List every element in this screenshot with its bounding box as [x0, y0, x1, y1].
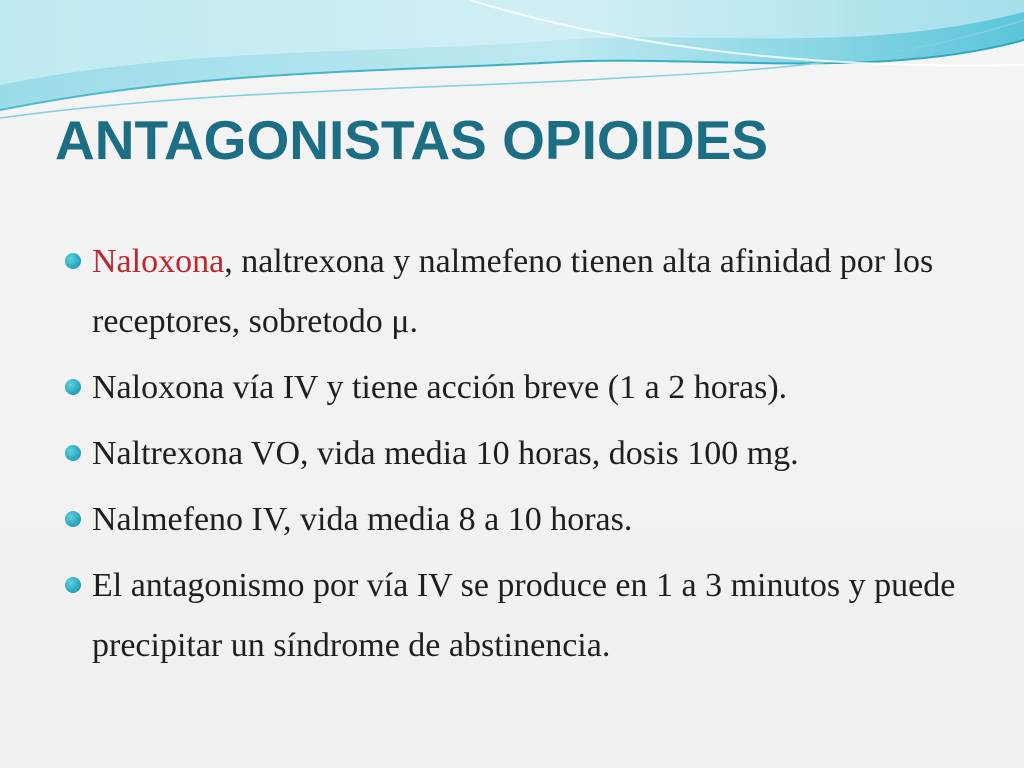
bullet-text: El antagonismo por vía IV se produce en 1 a 3 minutos y puede precipitar un síndrome de abstinencia.	[92, 567, 956, 664]
bullet-dot-icon	[65, 379, 81, 395]
bullet-dot-icon	[65, 577, 81, 593]
bullet-dot-icon	[65, 445, 81, 461]
bullet-text: Naloxona vía IV y tiene acción breve (1 a 2 horas).	[92, 369, 788, 406]
bullet-text: Nalmefeno IV, vida media 8 a 10 horas.	[92, 501, 633, 538]
bullet-list	[62, 232, 962, 682]
bullet-item	[62, 358, 962, 418]
bullet-text: Naltrexona VO, vida media 10 horas, dosis 100 mg.	[92, 435, 799, 472]
bullet-item	[62, 424, 962, 484]
bullet-item	[62, 556, 962, 676]
bullet-item	[62, 232, 962, 352]
highlight-term: Naloxona	[92, 243, 225, 280]
bullet-text: , naltrexona y nalmefeno tienen alta afinidad por los receptores, sobretodo μ.	[92, 243, 934, 340]
slide-title: ANTAGONISTAS OPIOIDES	[55, 109, 769, 171]
bullet-dot-icon	[65, 253, 81, 269]
bullet-item	[62, 490, 962, 550]
bullet-dot-icon	[65, 511, 81, 527]
